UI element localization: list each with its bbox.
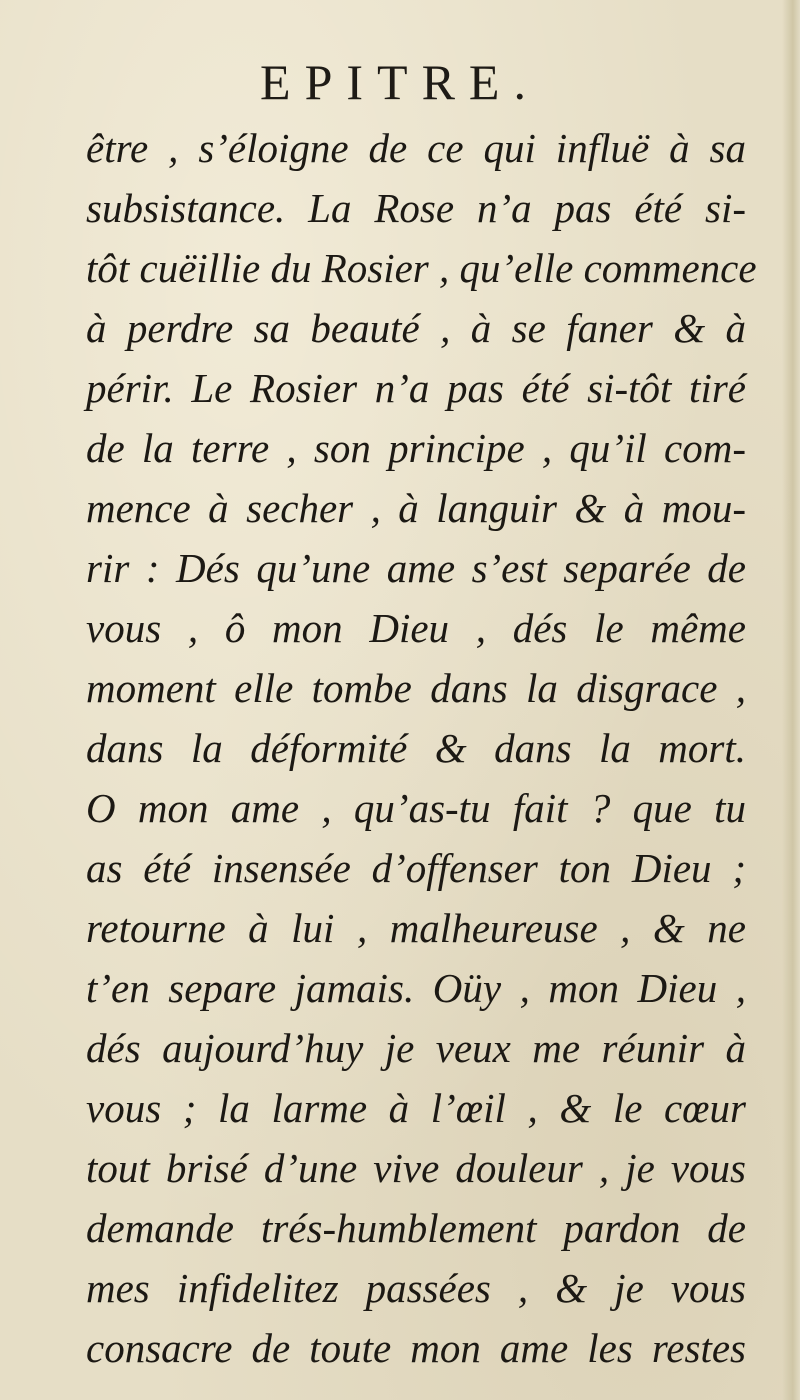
text-line: dans la déformité & dans la mort. [86,725,746,771]
text-line: retourne à lui , malheureuse , & ne [86,905,746,951]
text-body [86,118,757,1378]
text-line: à perdre sa beauté , à se faner & à [86,305,746,351]
text-line: mence à secher , à languir & à mou- [86,485,746,531]
text-line: périr. Le Rosier n’a pas été si-tôt tiré [86,365,746,411]
text-line: O mon ame , qu’as-tu fait ? que tu [86,785,746,831]
page-edge [782,0,800,1400]
text-line: as été insensée d’offenser ton Dieu ; [86,845,746,891]
text-line: vous , ô mon Dieu , dés le même [86,605,746,651]
text-line: dés aujourd’huy je veux me réunir à [86,1025,746,1071]
text-line: de la terre , son principe , qu’il com- [86,425,746,471]
text-line: demande trés-humblement pardon de [86,1205,746,1251]
text-line: moment elle tombe dans la disgrace , [86,665,746,711]
running-header: EPITRE. [260,54,540,110]
text-line: subsistance. La Rose n’a pas été si- [86,185,746,231]
text-line: consacre de toute mon ame les restes [86,1325,746,1371]
text-line: tout brisé d’une vive douleur , je vous [86,1145,746,1191]
text-line: t’en separe jamais. Oüy , mon Dieu , [86,965,746,1011]
text-line: vous ; la larme à l’œil , & le cœur [86,1085,746,1131]
text-line: rir : Dés qu’une ame s’est separée de [86,545,746,591]
text-line: être , s’éloigne de ce qui influë à sa [86,125,746,171]
text-line: tôt cuëillie du Rosier , qu’elle commence [86,245,757,291]
text-line: mes infidelitez passées , & je vous [86,1265,746,1311]
